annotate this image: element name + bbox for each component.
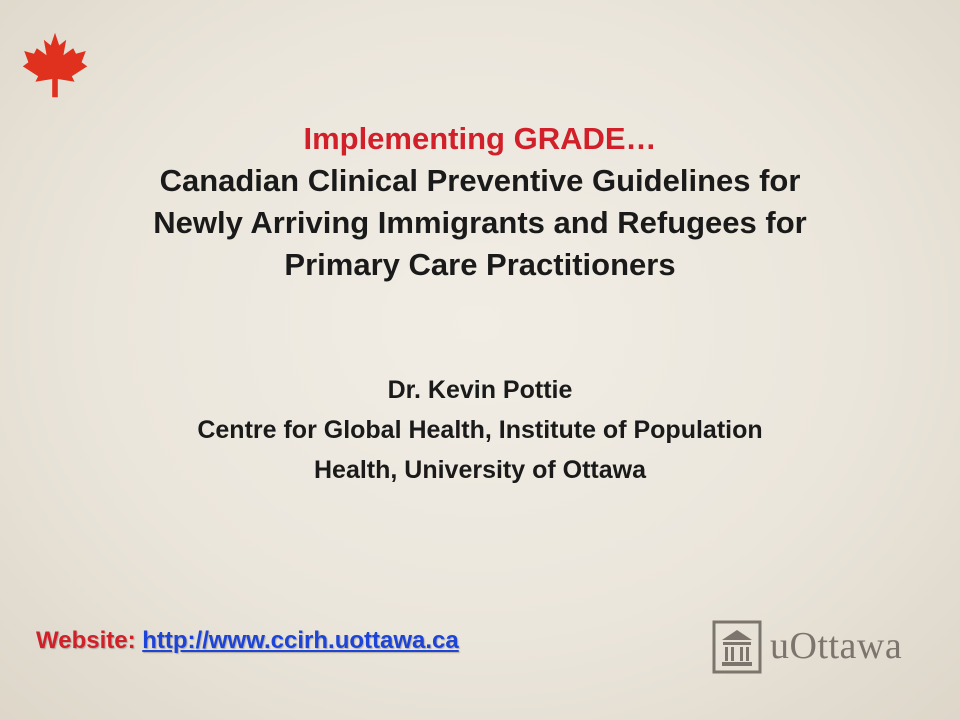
author-affiliation: Centre for Global Health, Institute of Population (197, 416, 763, 444)
title-line: Canadian Clinical Preventive Guidelines for (159, 163, 801, 198)
title-highlight: Implementing GRADE… (303, 121, 657, 156)
author-affiliation: Health, University of Ottawa (313, 456, 647, 484)
slide-title (60, 118, 900, 286)
uottawa-wordmark: uOttawa (770, 625, 903, 667)
website-footer (36, 627, 459, 655)
author-name: Dr. Kevin Pottie (387, 376, 573, 404)
title-line: Newly Arriving Immigrants and Refugees for (153, 205, 807, 240)
maple-leaf-icon (20, 30, 90, 100)
website-link[interactable]: http://www.ccirh.uottawa.ca (142, 627, 459, 654)
website-label: Website: (36, 627, 136, 654)
uottawa-logo (712, 620, 912, 676)
university-building-icon (712, 620, 762, 674)
title-line: Primary Care Practitioners (284, 247, 676, 282)
author-block (60, 370, 900, 490)
